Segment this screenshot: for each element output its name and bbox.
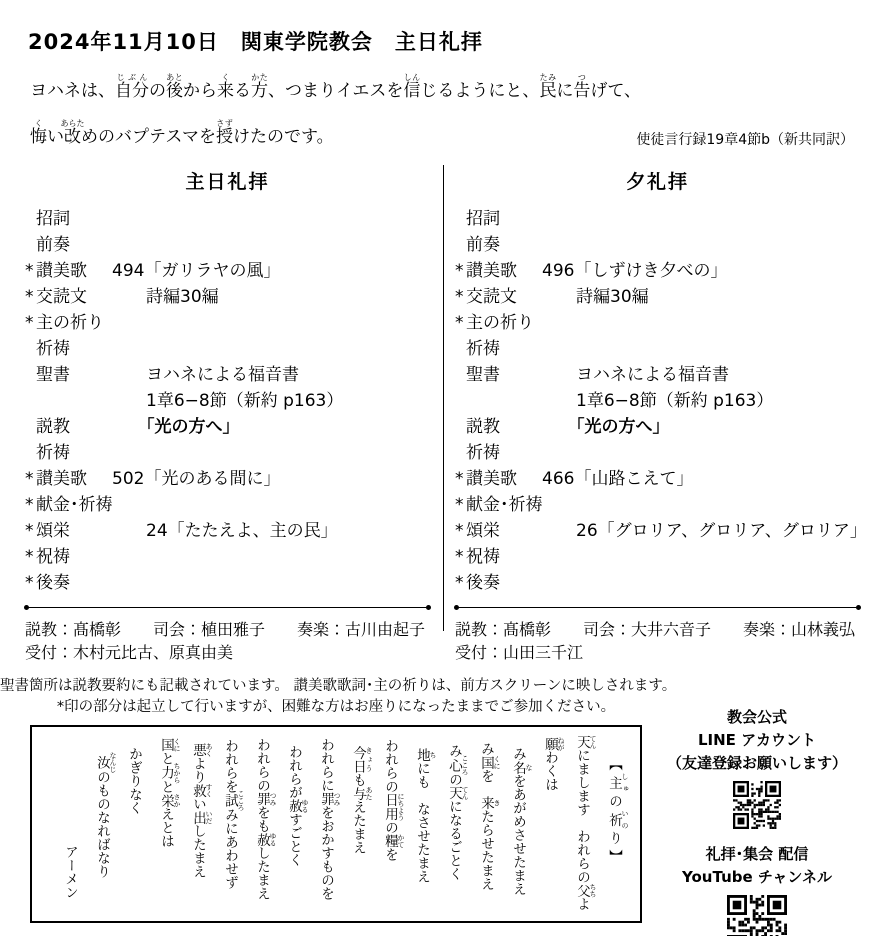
youtube-block bbox=[652, 843, 862, 936]
standing-mark bbox=[25, 440, 36, 466]
service-item-label: 主の祈り bbox=[466, 313, 534, 333]
verse-line: 悔くい改あらためのバプテスマを授さずけたのです。 bbox=[30, 118, 334, 147]
service-item-row bbox=[25, 440, 430, 466]
service-item-label: 祝祷 bbox=[36, 547, 70, 567]
standing-mark: * bbox=[455, 469, 464, 489]
standing-mark: * bbox=[25, 287, 34, 307]
standing-mark: * bbox=[25, 547, 34, 567]
service-item-content: 「光の方へ」 bbox=[112, 417, 240, 437]
service-item-row bbox=[455, 258, 860, 284]
service-item-content: ヨハネによる福音書 bbox=[112, 365, 299, 385]
standing-mark: * bbox=[455, 313, 464, 333]
service-item-label: 祈祷 bbox=[36, 443, 70, 463]
prayer-column: 今日 きょうも与 あたえたまえ bbox=[350, 746, 373, 854]
service-item-content bbox=[112, 232, 430, 258]
standing-mark bbox=[455, 414, 466, 440]
service-item-row bbox=[455, 570, 860, 596]
service-item-row bbox=[455, 544, 860, 570]
service-item-label: 讃美歌 bbox=[36, 469, 87, 489]
standing-mark bbox=[25, 206, 36, 232]
staff-line: 受付：山田三千江 bbox=[455, 643, 584, 662]
service-item-label: 前奏 bbox=[36, 235, 70, 255]
standing-mark: * bbox=[455, 521, 464, 541]
scripture-verse bbox=[30, 56, 856, 147]
service-item-content: 502「光のある間に」 bbox=[112, 469, 281, 489]
standing-mark: * bbox=[455, 547, 464, 567]
service-item-row bbox=[25, 492, 430, 518]
footnote-line: 聖書箇所は説教要約にも記載されています。 讃美歌歌詞･主の祈りは、前方スクリーンに映しされます。 bbox=[0, 678, 677, 694]
youtube-qr-code bbox=[727, 895, 787, 936]
line-title: 教会公式 bbox=[726, 708, 787, 726]
service-item-row bbox=[455, 206, 860, 232]
service-item-label: 前奏 bbox=[466, 235, 500, 255]
service-item-label: 祈祷 bbox=[466, 443, 500, 463]
service-item-content bbox=[112, 336, 430, 362]
service-item-row bbox=[455, 388, 860, 414]
service-item-label: 説教 bbox=[466, 417, 500, 437]
youtube-subtitle: YouTube チャンネル bbox=[682, 868, 832, 886]
service-item-row bbox=[25, 310, 430, 336]
verse-line: ヨハネは、自分じぶんの後あとから来くる方かた、つまりイエスを信しんじるようにと、民たみに告つげて、 bbox=[30, 73, 641, 101]
service-item-label: 讃美歌 bbox=[466, 261, 517, 281]
service-item-row bbox=[455, 466, 860, 492]
service-item-content bbox=[112, 206, 430, 232]
line-subtitle: LINE アカウント bbox=[697, 731, 816, 749]
service-item-content: ヨハネによる福音書 bbox=[542, 365, 729, 385]
service-item-label: 聖書 bbox=[36, 365, 70, 385]
service-item-content: 494「ガリラヤの風」 bbox=[112, 261, 281, 281]
service-item-row bbox=[25, 284, 430, 310]
service-item-row bbox=[25, 518, 430, 544]
youtube-title: 礼拝･集会 配信 bbox=[705, 845, 809, 863]
service-item-content: 詩編30編 bbox=[542, 287, 649, 307]
standing-mark: * bbox=[25, 469, 34, 489]
service-item-content bbox=[112, 492, 430, 518]
prayer-column: 悪 あくより救 すくい出 いだしたまえ bbox=[190, 743, 213, 879]
staff-line: 説教：髙橋彰 司会：大井六音子 奏楽：山林義弘 bbox=[455, 620, 856, 639]
service-item-row bbox=[455, 336, 860, 362]
service-item-label: 招詞 bbox=[466, 209, 500, 229]
prayer-column: 願 ねがわくは bbox=[542, 737, 565, 792]
service-item-row bbox=[25, 232, 430, 258]
service-item-content bbox=[542, 232, 860, 258]
service-item-row bbox=[455, 362, 860, 388]
service-item-row bbox=[25, 544, 430, 570]
standing-mark bbox=[25, 388, 36, 414]
prayer-column: 地 ちにも なさせたまえ bbox=[414, 748, 437, 883]
service-item-row bbox=[455, 492, 860, 518]
standing-mark bbox=[25, 336, 36, 362]
service-orders bbox=[0, 163, 870, 663]
service-item-label: 祝祷 bbox=[466, 547, 500, 567]
standing-mark bbox=[455, 206, 466, 232]
service-item-content: 496「しずけき夕べの」 bbox=[542, 261, 728, 281]
service-item-label: 交読文 bbox=[466, 287, 517, 307]
standing-mark bbox=[25, 232, 36, 258]
prayer-column: 国 くにと力 ちからと栄 さかえとは bbox=[158, 738, 181, 848]
service-item-row bbox=[25, 336, 430, 362]
service-rows bbox=[455, 206, 867, 596]
service-item-row bbox=[455, 284, 860, 310]
service-item-label: 献金･祈祷 bbox=[466, 495, 543, 515]
media-sidebar bbox=[652, 706, 862, 936]
standing-mark: * bbox=[455, 573, 464, 593]
standing-mark bbox=[455, 440, 466, 466]
service-item-content bbox=[542, 440, 860, 466]
service-item-label: 招詞 bbox=[36, 209, 70, 229]
service-item-label: 讃美歌 bbox=[36, 261, 87, 281]
prayer-column: かぎりなく bbox=[126, 747, 142, 815]
service-item-label: 説教 bbox=[36, 417, 70, 437]
service-item-label: 交読文 bbox=[36, 287, 87, 307]
staff-line: 受付：木村元比古、原真由美 bbox=[25, 643, 234, 662]
service-item-row bbox=[25, 466, 430, 492]
standing-mark bbox=[25, 414, 36, 440]
service-item-row bbox=[455, 414, 860, 440]
line-note: （友達登録お願いします） bbox=[666, 754, 847, 772]
service-item-content: 1章6−8節（新約 p163） bbox=[112, 391, 344, 411]
service-item-row bbox=[25, 206, 430, 232]
service-item-row bbox=[455, 440, 860, 466]
staff-line: 説教：髙橋彰 司会：植田雅子 奏楽：古川由起子 bbox=[25, 620, 426, 639]
evening-service-column bbox=[455, 163, 867, 664]
service-item-row bbox=[25, 258, 430, 284]
service-item-row bbox=[25, 388, 430, 414]
standing-mark: * bbox=[25, 573, 34, 593]
service-item-row bbox=[25, 570, 430, 596]
standing-mark: * bbox=[455, 261, 464, 281]
service-item-label: 献金･祈祷 bbox=[36, 495, 113, 515]
service-item-label: 聖書 bbox=[466, 365, 500, 385]
lords-prayer-box bbox=[30, 725, 642, 923]
prayer-column: み国 くにを 来 きたらせたまえ bbox=[478, 742, 501, 891]
service-item-content bbox=[112, 310, 430, 336]
service-item-label: 後奏 bbox=[36, 573, 70, 593]
standing-mark: * bbox=[25, 313, 34, 333]
service-item-content: 1章6−8節（新約 p163） bbox=[542, 391, 774, 411]
service-item-content bbox=[542, 310, 860, 336]
prayer-column: われらに罪 つみをおかすものを bbox=[318, 738, 341, 900]
prayer-column: 【主 しゅの祈 いのり】 bbox=[606, 757, 629, 868]
prayer-column: われらの日用 にちようの糧 かてを bbox=[382, 739, 405, 861]
service-title: 夕礼拝 bbox=[625, 171, 689, 193]
service-item-label: 祈祷 bbox=[36, 339, 70, 359]
service-item-row bbox=[25, 362, 430, 388]
service-item-label: 讃美歌 bbox=[466, 469, 517, 489]
standing-mark: * bbox=[455, 287, 464, 307]
prayer-column: われらを試 こころみにあわせず bbox=[222, 739, 245, 889]
service-item-row bbox=[25, 414, 430, 440]
service-item-row bbox=[455, 232, 860, 258]
service-item-content: 「光の方へ」 bbox=[542, 417, 670, 437]
prayer-column: われらが赦 ゆるすごとく bbox=[286, 745, 309, 867]
service-item-label: 祈祷 bbox=[466, 339, 500, 359]
standing-mark bbox=[455, 232, 466, 258]
service-item-content bbox=[542, 206, 860, 232]
section-divider bbox=[455, 607, 860, 608]
service-title: 主日礼拝 bbox=[185, 171, 270, 193]
morning-service-column bbox=[25, 163, 430, 664]
service-item-label: 頌栄 bbox=[466, 521, 500, 541]
service-item-content bbox=[112, 544, 430, 570]
standing-mark bbox=[455, 362, 466, 388]
footnotes bbox=[0, 676, 677, 718]
page-title: 2024年11月10日 関東学院教会 主日礼拝 bbox=[28, 30, 483, 54]
service-item-label: 後奏 bbox=[466, 573, 500, 593]
prayer-column: み名 なをあがめさせたまえ bbox=[510, 747, 533, 896]
service-item-content bbox=[112, 440, 430, 466]
service-item-content bbox=[542, 336, 860, 362]
service-item-label: 頌栄 bbox=[36, 521, 70, 541]
standing-mark: * bbox=[25, 261, 34, 281]
scripture-reference: 使徒言行録19章4節b（新共同訳） bbox=[636, 132, 854, 149]
prayer-column: われらの罪 つみをも赦 ゆるしたまえ bbox=[254, 738, 277, 900]
service-item-content bbox=[542, 570, 860, 596]
service-item-content: 26「グロリア、グロリア、グロリア」 bbox=[542, 521, 867, 541]
standing-mark bbox=[25, 362, 36, 388]
service-item-content: 24「たたえよ、主の民」 bbox=[112, 521, 338, 541]
service-item-label bbox=[36, 388, 112, 414]
prayer-column: アーメン bbox=[62, 845, 78, 899]
standing-mark: * bbox=[455, 495, 464, 515]
column-divider bbox=[443, 165, 444, 631]
service-item-label: 主の祈り bbox=[36, 313, 104, 333]
standing-mark: * bbox=[25, 521, 34, 541]
service-item-label bbox=[466, 388, 542, 414]
service-item-content bbox=[542, 544, 860, 570]
service-item-row bbox=[455, 310, 860, 336]
section-divider bbox=[25, 607, 430, 608]
standing-mark bbox=[455, 388, 466, 414]
prayer-column: 汝 なんじのものなればなり bbox=[94, 752, 117, 878]
service-item-content bbox=[112, 570, 430, 596]
prayer-column: 天 てんにまします われらの父 ちちよ bbox=[574, 735, 597, 911]
standing-mark: * bbox=[25, 495, 34, 515]
footnote-line: *印の部分は起立して行いますが、困難な方はお座りになったままでご参加ください。 bbox=[56, 699, 616, 715]
service-item-content: 詩編30編 bbox=[112, 287, 219, 307]
service-rows bbox=[25, 206, 430, 596]
line-qr-code bbox=[733, 781, 781, 829]
service-item-content: 466「山路こえて」 bbox=[542, 469, 694, 489]
prayer-column: み心 こころの天 てんになるごとく bbox=[446, 744, 469, 881]
service-item-content bbox=[542, 492, 860, 518]
service-item-row bbox=[455, 518, 867, 544]
standing-mark bbox=[455, 336, 466, 362]
